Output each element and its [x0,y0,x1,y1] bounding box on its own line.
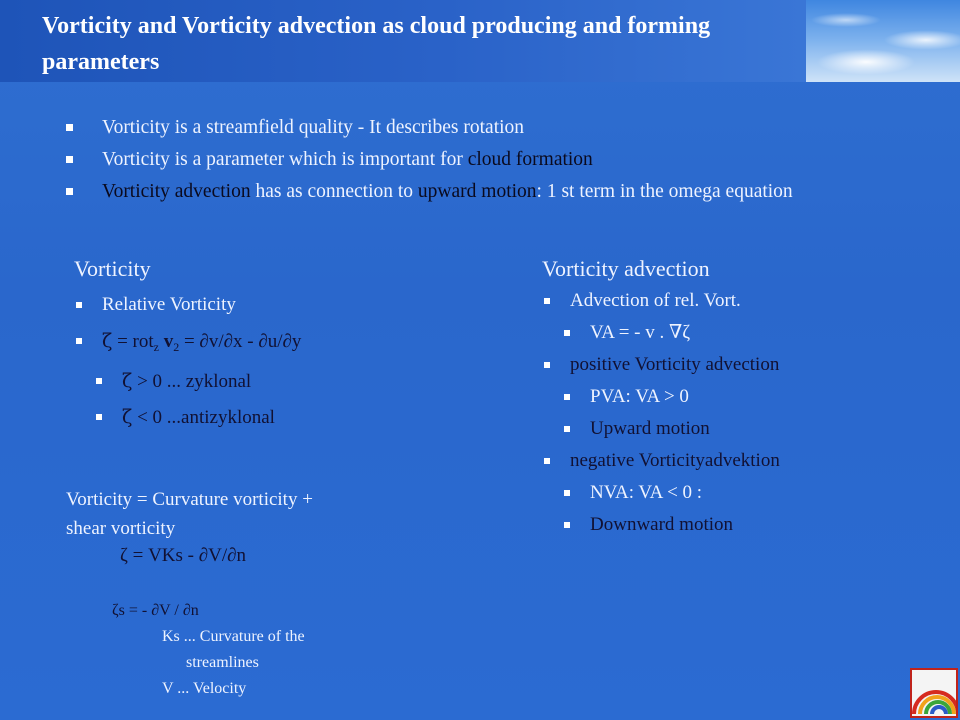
pva-text: PVA: VA > 0 [590,386,689,407]
vorticity-formula-item [74,329,494,359]
vorticity-note [66,485,426,543]
rainbow-logo-icon [910,668,958,718]
nva-heading: negative Vorticityadvektion [570,450,780,471]
formula-part: > [132,371,153,392]
relative-vorticity-label: Relative Vorticity [102,294,236,315]
vorticity-advection-heading: Vorticity advection [542,256,710,281]
antizyklonal-item [74,405,494,430]
vorticity-advection-column [542,255,942,537]
square-bullet-icon [564,426,570,432]
square-bullet-icon [76,338,82,344]
upward-motion-text: Upward motion [590,418,710,439]
formula-part: v [158,331,174,352]
square-bullet-icon [96,414,102,420]
upward-motion-item [542,417,942,441]
cloud-sky-image [806,0,960,82]
va-formula-item [542,321,942,345]
highlight-text: upward motion [417,181,537,202]
zeta-symbol: ζ [122,406,133,428]
advection-text: Advection of rel. Vort. [570,290,741,311]
pva-heading-item [542,353,942,377]
shear-formula: ζs = - ∂V / ∂n [112,602,199,619]
zeta-symbol: ζ [102,330,113,352]
square-bullet-icon [76,302,82,308]
square-bullet-icon [564,522,570,528]
note-line: Vorticity = Curvature vorticity + [66,489,313,510]
vorticity-column [74,255,494,430]
relative-vorticity-item [74,293,494,317]
formula-subscript: 2 [173,340,180,354]
formula-part: = rot [112,331,154,352]
advection-item [542,289,942,313]
formula-part: = ∂v/∂x - ∂u/∂y [179,331,302,352]
bullet-text: Vorticity is a parameter which is important for [102,149,468,170]
square-bullet-icon [564,330,570,336]
ks-definition-cont: streamlines [186,654,259,671]
square-bullet-icon [66,156,73,163]
slide-title: Vorticity and Vorticity advection as cloud producing and forming parameters [42,13,711,75]
square-bullet-icon [66,124,73,131]
square-bullet-icon [564,394,570,400]
square-bullet-icon [544,362,550,368]
bullet-item [66,147,826,173]
square-bullet-icon [96,378,102,384]
nva-text: NVA: VA < 0 : [590,482,703,503]
va-formula: VA = - v . ∇ζ [590,322,691,343]
zeta-symbol: ζ [122,370,133,392]
nva-item [542,481,942,505]
bullet-text: : 1 st term in the omega equation [536,181,793,202]
velocity-definition: V ... Velocity [162,680,247,697]
bullet-item [66,115,826,141]
highlight-text: Vorticity advection [102,181,251,202]
nva-heading-item [542,449,942,473]
note-line: shear vorticity [66,518,176,539]
bullet-text: Vorticity is a streamfield quality - It describes rotation [102,117,525,138]
pva-item [542,385,942,409]
antizyklonal-text: < 0 ...antizyklonal [132,407,275,428]
vorticity-heading: Vorticity [74,256,151,281]
bullet-item [66,179,826,205]
bullet-text: has as connection to [250,181,418,202]
square-bullet-icon [564,490,570,496]
zyklonal-text: 0 ... zyklonal [152,371,252,392]
square-bullet-icon [66,188,73,195]
ks-definition: Ks ... Curvature of the [162,628,305,645]
downward-motion-item [542,513,942,537]
square-bullet-icon [544,298,550,304]
main-bullet-list [66,115,826,211]
pva-heading: positive Vorticity advection [570,354,780,375]
vorticity-decomposition-formula: ζ = VKs - ∂V/∂n [120,545,247,566]
downward-motion-text: Downward motion [590,514,734,535]
square-bullet-icon [544,458,550,464]
formula-subscript: z [153,340,159,354]
zyklonal-item [74,369,494,394]
highlight-text: cloud formation [467,149,593,170]
